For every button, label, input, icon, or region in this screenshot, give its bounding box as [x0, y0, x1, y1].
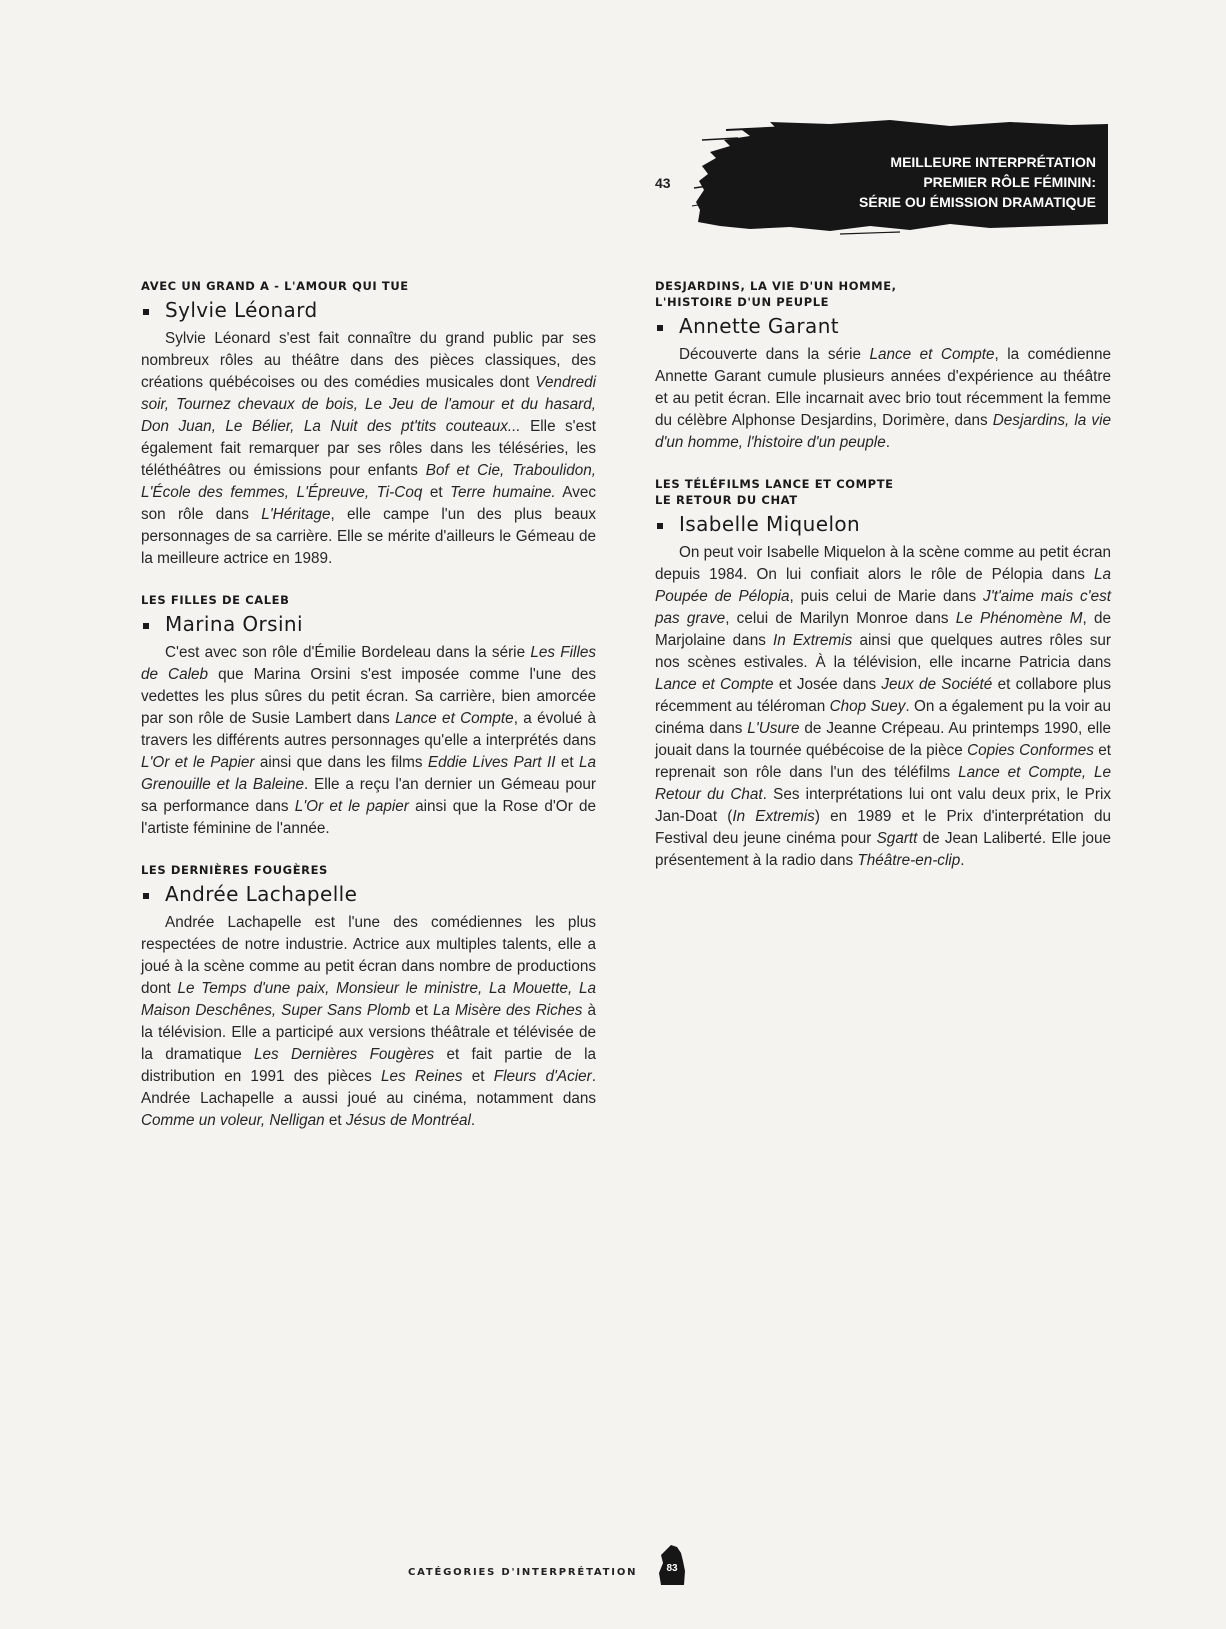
category-title-line: PREMIER RÔLE FÉMININ: [923, 174, 1096, 190]
page-number: 83 [666, 1563, 678, 1574]
italic-title: Chop Suey [829, 698, 906, 715]
show-title-line: DESJARDINS, LA VIE D'UN HOMME, [655, 279, 897, 293]
square-bullet-icon [143, 309, 149, 315]
category-title-line: SÉRIE OU ÉMISSION DRAMATIQUE [859, 194, 1096, 210]
nominee-bio: On peut voir Isabelle Miquelon à la scène comme au petit écran depuis 1984. On lui confiait alors le rôle de Pélopia dans La Poupée de Pélopia, puis celui de Marie dans J't'aime mais c'est pas grave, celui de Marilyn Monroe dans Le Phénomène M, de Marjolaine dans In Extremis ainsi que quelques autres rôles sur nos scènes estivales. À la télévision, elle incarne Patricia dans Lance et Compte et Josée dans Jeux de Société et collabore plus récemment au téléroman Chop Suey. On a également pu la voir au cinéma dans L'Usure de Jeanne Crépeau. Au printemps 1990, elle jouait dans la tournée québécoise de la pièce Copies Conformes et reprenait son rôle dans l'un des téléfilms Lance et Compte, Le Retour du Chat. Ses interprétations lui ont valu deux prix, le Prix Jan-Doat (In Extremis) en 1989 et le Prix d'interprétation du Festival deu jeune cinéma pour Sgartt de Jean Laliberté. Elle joue présentement à la radio dans Théâtre-en-clip. [655, 544, 1112, 869]
nominee-entry [655, 278, 1111, 454]
show-title [655, 278, 1111, 310]
nominee-heading [141, 612, 596, 636]
italic-title: Comme un voleur, Nelligan [141, 1112, 325, 1129]
italic-title: Lance et Compte [655, 676, 774, 693]
show-title-line: L'HISTOIRE D'UN PEUPLE [655, 295, 830, 309]
italic-title: L'Or et le Papier [141, 754, 255, 771]
italic-title: Le Phénomène M [955, 610, 1083, 627]
italic-title: Terre humaine. [450, 484, 556, 501]
italic-title: Théâtre-en-clip [857, 852, 961, 869]
italic-title: Jeux de Société [881, 676, 993, 693]
nominee-bio: Découverte dans la série Lance et Compte, la comédienne Annette Garant cumule plusieurs années d'expérience au théâtre et au petit écran. Elle incarnait avec brio tout récemment la femme du célèbre Alphonse Desjardins, Dorimère, dans Desjardins, la vie d'un homme, l'histoire d'un peuple. [655, 346, 1112, 451]
italic-title: L'Usure [747, 720, 800, 737]
nominee-name: Marina Orsini [165, 612, 303, 636]
square-bullet-icon [143, 893, 149, 899]
nominee-bio: Andrée Lachapelle est l'une des comédiennes les plus respectées de notre industrie. Actrice aux multiples talents, elle a joué à la scène comme au petit écran dans nombre de productions dont Le Temps d'une paix, Monsieur le ministre, La Mouette, La Maison Deschênes, Super Sans Plomb et La Misère des Riches à la télévision. Elle a participé aux versions théâtrale et télévisée de la dramatique Les Dernières Fougères et fait partie de la distribution en 1991 des pièces Les Reines et Fleurs d'Acier. Andrée Lachapelle a aussi joué au cinéma, notamment dans Comme un voleur, Nelligan et Jésus de Montréal. [141, 914, 597, 1129]
nominee-bio: Sylvie Léonard s'est fait connaître du grand public par ses nombreux rôles au théâtre dans des pièces classiques, des créations québécoises ou des comédies musicales dont Vendredi soir, Tournez chevaux de bois, Le Jeu de l'amour et du hasard, Don Juan, Le Bélier, La Nuit des pt'tits couteaux... Elle s'est également fait remarquer par ses rôles dans les téléséries, les téléthéâtres ou émissions pour enfants Bof et Cie, Traboulidon, L'École des femmes, L'Épreuve, Ti-Coq et Terre humaine. Avec son rôle dans L'Héritage, elle campe l'un des plus beaux personnages de sa carrière. Elle se mérite d'ailleurs le Gémeau de la meilleure actrice en 1989. [141, 330, 597, 567]
category-title [796, 152, 1112, 212]
nominee-heading [655, 512, 1111, 536]
italic-title: Bof et Cie, Traboulidon, L'École des femmes, L'Épreuve, Ti-Coq [141, 462, 596, 501]
right-column [655, 278, 1111, 894]
nominee-entry [141, 278, 596, 570]
nominee-heading [655, 314, 1111, 338]
italic-title: Lance et Compte [869, 346, 995, 363]
show-title: LES FILLES DE CALEB [141, 593, 290, 607]
show-title: LES DERNIÈRES FOUGÈRES [141, 863, 328, 877]
italic-title: Le Temps d'une paix, Monsieur le ministre, La Mouette, La Maison Deschênes, Super Sans Plomb [141, 980, 596, 1019]
category-number: 43 [655, 175, 671, 191]
nominee-heading [141, 882, 596, 906]
show-title [655, 476, 1111, 508]
italic-title: Fleurs d'Acier [493, 1068, 592, 1085]
italic-title: Copies Conformes [967, 742, 1094, 759]
nominee-entry [141, 592, 596, 840]
square-bullet-icon [657, 523, 663, 529]
italic-title: L'Or et le papier [294, 798, 409, 815]
italic-title: Eddie Lives Part II [427, 754, 556, 771]
nominee-name: Isabelle Miquelon [679, 512, 861, 536]
nominee-name: Andrée Lachapelle [165, 882, 358, 906]
left-column [141, 278, 596, 1154]
italic-title: Vendredi soir, Tournez chevaux de bois, Le Jeu de l'amour et du hasard, Don Juan, Le Bélier, La Nuit des pt'tits couteaux... [141, 374, 596, 435]
square-bullet-icon [657, 325, 663, 331]
italic-title: Lance et Compte, Le Retour du Chat [655, 764, 1112, 803]
show-title-line: LES TÉLÉFILMS LANCE ET COMPTE [655, 477, 894, 491]
italic-title: Les Reines [381, 1068, 463, 1085]
category-title-line: MEILLEURE INTERPRÉTATION [890, 154, 1096, 170]
footer-section-label: CATÉGORIES D'INTERPRÉTATION [408, 1567, 638, 1578]
italic-title: Les Filles de Caleb [141, 644, 597, 683]
italic-title: La Misère des Riches [433, 1002, 583, 1019]
category-header-banner [690, 118, 1112, 236]
italic-title: Les Dernières Fougères [254, 1046, 435, 1063]
italic-title: In Extremis [772, 632, 853, 649]
show-title-line: LE RETOUR DU CHAT [655, 493, 798, 507]
italic-title: La Grenouille et la Baleine [141, 754, 596, 793]
page-number-badge [655, 1543, 689, 1587]
italic-title: L'Héritage [261, 506, 331, 523]
nominee-bio: C'est avec son rôle d'Émilie Bordeleau dans la série Les Filles de Caleb que Marina Orsini s'est imposée comme l'une des vedettes les plus sûres du petit écran. Sa carrière, bien amorcée par son rôle de Susie Lambert dans Lance et Compte, a évolué à travers les différents autres personnages qu'elle a interprétés dans L'Or et le Papier ainsi que dans les films Eddie Lives Part II et La Grenouille et la Baleine. Elle a reçu l'an dernier un Gémeau pour sa performance dans L'Or et le papier ainsi que la Rose d'Or de l'artiste féminine de l'année. [141, 644, 597, 837]
square-bullet-icon [143, 623, 149, 629]
italic-title: La Poupée de Pélopia [655, 566, 1111, 605]
italic-title: Jésus de Montréal [345, 1112, 471, 1129]
nominee-name: Annette Garant [679, 314, 840, 338]
nominee-entry [655, 476, 1111, 872]
show-title: AVEC UN GRAND A - L'AMOUR QUI TUE [141, 279, 409, 293]
italic-title: Sgartt [876, 830, 918, 847]
italic-title: In Extremis [732, 808, 815, 825]
italic-title: Lance et Compte [395, 710, 514, 727]
nominee-entry [141, 862, 596, 1132]
nominee-heading [141, 298, 596, 322]
italic-title: Desjardins, la vie d'un homme, l'histoire d'un peuple [655, 412, 1111, 451]
italic-title: J't'aime mais c'est pas grave [655, 588, 1111, 627]
nominee-name: Sylvie Léonard [165, 298, 318, 322]
